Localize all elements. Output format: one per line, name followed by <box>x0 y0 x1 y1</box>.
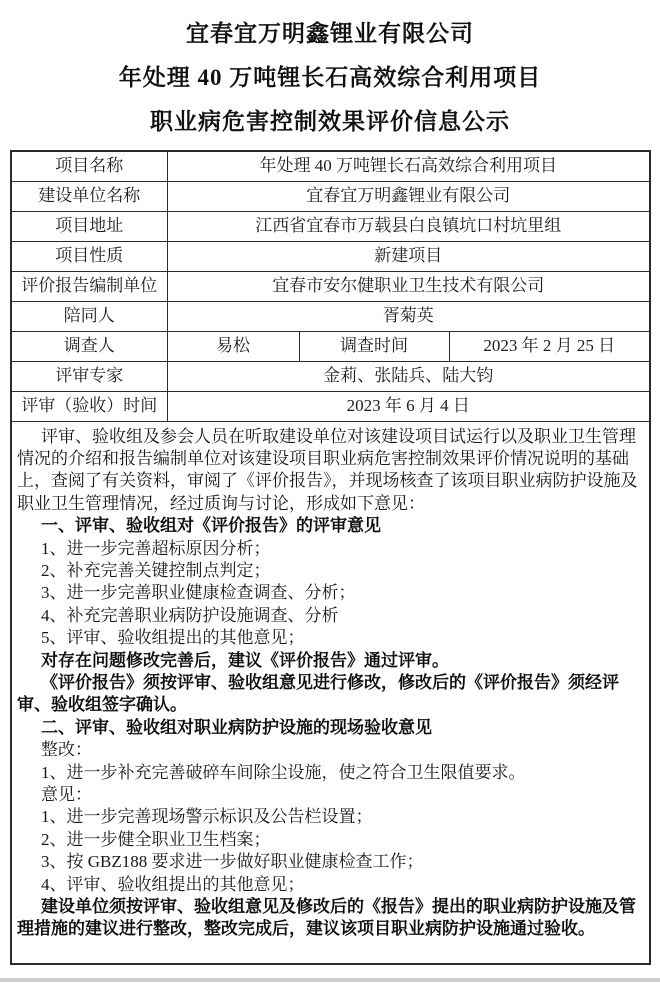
title-notice-type: 职业病危害控制效果评价信息公示 <box>150 109 510 134</box>
scan-edge-shadow <box>0 978 660 982</box>
investigator-label: 调查人 <box>11 331 167 361</box>
section1-item-2: 2、补充完善关键控制点判定； <box>41 560 271 580</box>
section2-item-2: 2、进一步健全职业卫生档案； <box>41 829 271 849</box>
opinions-cell <box>11 421 650 964</box>
section2-item-3: 3、按 GBZ188 要求进一步做好职业健康检查工作； <box>41 852 424 872</box>
row-companion <box>11 301 650 331</box>
experts-value: 金莉、张陆兵、陆大钧 <box>167 361 650 391</box>
investigator-value: 易松 <box>167 331 299 361</box>
rectification-label: 整改： <box>41 740 92 760</box>
review-time-label: 评审（验收）时间 <box>11 391 167 421</box>
address-label: 项目地址 <box>11 211 167 241</box>
nature-label: 项目性质 <box>11 241 167 271</box>
project-info-table <box>10 150 651 965</box>
row-nature <box>11 241 650 271</box>
experts-label: 评审专家 <box>11 361 167 391</box>
title-company-name: 宜春宜万明鑫锂业有限公司 <box>186 21 474 46</box>
investigation-time-label: 调查时间 <box>299 331 449 361</box>
section2-item-4: 4、评审、验收组提出的其他意见； <box>41 874 305 894</box>
builder-value: 宜春宜万明鑫锂业有限公司 <box>167 181 650 211</box>
builder-label: 建设单位名称 <box>11 181 167 211</box>
row-opinions <box>11 421 650 964</box>
section1-item-1: 1、进一步完善超标原因分析； <box>41 538 271 558</box>
section2-heading: 二、评审、验收组对职业病防护设施的现场验收意见 <box>41 717 432 737</box>
project-name-value: 年处理 40 万吨锂长石高效综合利用项目 <box>167 151 650 181</box>
section1-item-5: 5、评审、验收组提出的其他意见； <box>41 628 305 648</box>
section2-item-1: 1、进一步完善现场警示标识及公告栏设置； <box>41 807 373 827</box>
row-experts <box>11 361 650 391</box>
rectification-item-1: 1、进一步补充完善破碎车间除尘设施，使之符合卫生限值要求。 <box>41 762 526 782</box>
row-review-time <box>11 391 650 421</box>
report-unit-value: 宜春市安尔健职业卫生技术有限公司 <box>167 271 650 301</box>
opinion-label: 意见： <box>41 785 92 804</box>
section1-item-3: 3、进一步完善职业健康检查调查、分析； <box>41 583 356 603</box>
project-name-label: 项目名称 <box>11 151 167 181</box>
row-builder <box>11 181 650 211</box>
nature-value: 新建项目 <box>167 241 650 271</box>
document-title-block <box>0 0 660 144</box>
row-address <box>11 211 650 241</box>
opinions-intro-paragraph: 评审、验收组及参会人员在听取建设单位对该建设项目试运行以及职业卫生管理情况的介绍和报告编制单位对该建设项目职业病危害控制效果评价情况说明的基础上，查阅了有关资料，审阅了《评价报告》，并现场核查了该项目职业病防护设施及职业卫生管理情况，经过质询与讨论，形成如下意见： <box>17 426 638 513</box>
section1-item-4: 4、补充完善职业病防护设施调查、分析 <box>41 605 339 625</box>
companion-value: 胥菊英 <box>167 301 650 331</box>
section1-conclusion: 对存在问题修改完善后，建议《评价报告》通过评审。 <box>41 650 449 670</box>
row-project-name <box>11 151 650 181</box>
section1-revision-note: 《评价报告》须按评审、验收组意见进行修改，修改后的《评价报告》须经评审、验收组签字确认。 <box>17 672 619 715</box>
report-unit-label: 评价报告编制单位 <box>11 271 167 301</box>
review-time-value: 2023 年 6 月 4 日 <box>167 391 650 421</box>
companion-label: 陪同人 <box>11 301 167 331</box>
title-project-name: 年处理 40 万吨锂长石高效综合利用项目 <box>118 65 542 90</box>
row-report-unit <box>11 271 650 301</box>
final-conclusion: 建设单位须按评审、验收组意见及修改后的《报告》提出的职业病防护设施及管理措施的建议进行整改，整改完成后，建议该项目职业病防护设施通过验收。 <box>17 897 636 939</box>
row-investigator <box>11 331 650 361</box>
section1-heading: 一、评审、验收组对《评价报告》的评审意见 <box>41 516 381 536</box>
address-value: 江西省宜春市万载县白良镇坑口村坑里组 <box>167 211 650 241</box>
investigation-time-value: 2023 年 2 月 25 日 <box>449 331 650 361</box>
